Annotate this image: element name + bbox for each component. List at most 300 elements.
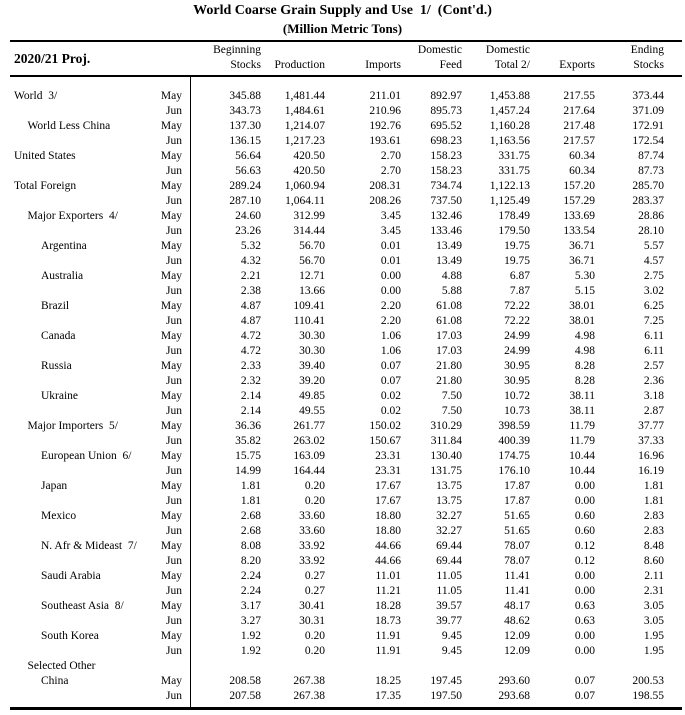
value-cell: 1,481.44: [284, 90, 325, 102]
value-cell: 56.70: [299, 255, 325, 267]
value-cell: 87.74: [638, 150, 664, 162]
value-cell: 0.20: [304, 630, 325, 642]
table-row: [10, 314, 682, 329]
value-cell: 0.63: [574, 600, 595, 612]
value-cell: 2.68: [240, 510, 261, 522]
value-cell: 17.03: [436, 345, 462, 357]
column-header-domestic-feed: [401, 42, 462, 75]
month-cell: May: [160, 450, 182, 462]
value-cell: 6.11: [644, 345, 664, 357]
row-label: United States: [14, 150, 76, 162]
value-cell: 734.74: [430, 180, 462, 192]
column-header-production: [261, 42, 325, 75]
month-cell: May: [160, 180, 182, 192]
value-cell: 0.27: [304, 585, 325, 597]
table-row: [10, 119, 682, 134]
header-line2: Stocks: [633, 59, 664, 71]
table-row: [10, 599, 682, 614]
value-cell: 38.01: [569, 300, 595, 312]
value-cell: 38.11: [569, 390, 595, 402]
value-cell: 2.14: [240, 405, 261, 417]
value-cell: 109.41: [293, 300, 325, 312]
value-cell: 6.25: [643, 300, 664, 312]
value-cell: 310.29: [430, 420, 462, 432]
value-cell: 3.05: [643, 615, 664, 627]
table-row: [10, 614, 682, 629]
value-cell: 4.87: [240, 300, 261, 312]
table-row: [10, 284, 682, 299]
month-cell: Jun: [166, 195, 182, 207]
value-cell: 137.30: [229, 120, 261, 132]
month-cell: Jun: [166, 165, 182, 177]
value-cell: 11.41: [504, 585, 530, 597]
value-cell: 8.08: [240, 540, 261, 552]
value-cell: 72.22: [504, 315, 530, 327]
value-cell: 38.01: [569, 315, 595, 327]
value-cell: 2.21: [240, 270, 261, 282]
table-row: [10, 569, 682, 584]
value-cell: 19.75: [504, 255, 530, 267]
value-cell: 5.32: [240, 240, 261, 252]
month-cell: May: [160, 600, 182, 612]
value-cell: 5.15: [574, 285, 595, 297]
value-cell: 0.01: [380, 240, 401, 252]
value-cell: 24.60: [235, 210, 261, 222]
value-cell: 6.11: [644, 330, 664, 342]
value-cell: 267.38: [293, 675, 325, 687]
month-cell: May: [160, 270, 182, 282]
value-cell: 131.75: [430, 465, 462, 477]
month-cell: May: [160, 675, 182, 687]
value-cell: 30.30: [299, 330, 325, 342]
value-cell: 174.75: [498, 450, 530, 462]
value-cell: 698.23: [430, 135, 462, 147]
value-cell: 695.52: [430, 120, 462, 132]
value-cell: 293.68: [498, 690, 530, 702]
header-line2: Stocks: [230, 59, 261, 71]
value-cell: 1,163.56: [489, 135, 530, 147]
value-cell: 33.60: [299, 510, 325, 522]
value-cell: 12.09: [504, 645, 530, 657]
month-cell: May: [160, 120, 182, 132]
value-cell: 133.54: [563, 225, 595, 237]
value-cell: 17.03: [436, 330, 462, 342]
value-cell: 10.73: [504, 405, 530, 417]
value-cell: 0.02: [380, 390, 401, 402]
value-cell: 207.58: [229, 690, 261, 702]
value-cell: 0.20: [304, 480, 325, 492]
value-cell: 133.46: [430, 225, 462, 237]
month-cell: Jun: [166, 525, 182, 537]
value-cell: 2.20: [380, 300, 401, 312]
value-cell: 8.60: [643, 555, 664, 567]
report-subtitle: (Million Metric Tons): [282, 21, 403, 36]
value-cell: 2.14: [240, 390, 261, 402]
value-cell: 2.32: [240, 375, 261, 387]
value-cell: 18.80: [375, 510, 401, 522]
value-cell: 0.00: [574, 495, 595, 507]
value-cell: 0.60: [574, 510, 595, 522]
value-cell: 24.99: [504, 345, 530, 357]
table-row: [10, 254, 682, 269]
value-cell: 44.66: [375, 540, 401, 552]
month-cell: May: [160, 570, 182, 582]
value-cell: 14.99: [235, 465, 261, 477]
header-line2: Total 2/: [494, 59, 530, 71]
value-cell: 0.07: [574, 690, 595, 702]
value-cell: 4.72: [240, 345, 261, 357]
value-cell: 30.95: [504, 360, 530, 372]
table-row: [10, 89, 682, 104]
row-label: Major Importers 5/: [27, 420, 118, 432]
row-label: Selected Other: [27, 660, 96, 672]
value-cell: 17.87: [504, 495, 530, 507]
value-cell: 16.96: [638, 450, 664, 462]
header-line2: Feed: [439, 59, 462, 71]
value-cell: 18.73: [375, 615, 401, 627]
table-row: [10, 629, 682, 644]
value-cell: 4.88: [441, 270, 462, 282]
value-cell: 311.84: [430, 435, 462, 447]
table-row: [10, 494, 682, 509]
value-cell: 1,125.49: [489, 195, 530, 207]
row-label: European Union 6/: [41, 450, 132, 462]
value-cell: 3.05: [643, 600, 664, 612]
value-cell: 130.40: [430, 450, 462, 462]
value-cell: 1.95: [643, 630, 664, 642]
month-cell: May: [160, 330, 182, 342]
month-cell: Jun: [166, 405, 182, 417]
value-cell: 3.45: [380, 225, 401, 237]
value-cell: 0.63: [574, 615, 595, 627]
value-cell: 1,457.24: [489, 105, 530, 117]
value-cell: 208.58: [229, 675, 261, 687]
value-cell: 36.71: [569, 255, 595, 267]
value-cell: 197.50: [430, 690, 462, 702]
month-cell: Jun: [166, 690, 182, 702]
value-cell: 2.31: [643, 585, 664, 597]
value-cell: 17.87: [504, 480, 530, 492]
value-cell: 7.50: [441, 390, 462, 402]
month-cell: Jun: [166, 285, 182, 297]
value-cell: 208.26: [369, 195, 401, 207]
table-row: [10, 224, 682, 239]
value-cell: 7.87: [509, 285, 530, 297]
table-body: [10, 77, 682, 707]
row-label: Russia: [41, 360, 72, 372]
value-cell: 261.77: [293, 420, 325, 432]
value-cell: 7.25: [643, 315, 664, 327]
value-cell: 0.07: [574, 675, 595, 687]
value-cell: 39.77: [436, 615, 462, 627]
month-cell: Jun: [166, 105, 182, 117]
value-cell: 37.33: [638, 435, 664, 447]
value-cell: 3.17: [240, 600, 261, 612]
value-cell: 8.20: [240, 555, 261, 567]
value-cell: 0.00: [574, 585, 595, 597]
table-row: [10, 659, 682, 674]
table-row: [10, 464, 682, 479]
value-cell: 1,484.61: [284, 105, 325, 117]
value-cell: 157.29: [563, 195, 595, 207]
value-cell: 35.82: [235, 435, 261, 447]
row-label: Ukraine: [41, 390, 79, 402]
month-cell: Jun: [166, 255, 182, 267]
value-cell: 4.32: [240, 255, 261, 267]
value-cell: 60.34: [569, 150, 595, 162]
value-cell: 263.02: [293, 435, 325, 447]
value-cell: 343.73: [229, 105, 261, 117]
value-cell: 373.44: [632, 90, 664, 102]
value-cell: 10.72: [504, 390, 530, 402]
value-cell: 737.50: [430, 195, 462, 207]
table-row: [10, 644, 682, 659]
value-cell: 78.07: [504, 555, 530, 567]
header-line1: Beginning: [213, 44, 261, 56]
value-cell: 0.60: [574, 525, 595, 537]
table-row: [10, 344, 682, 359]
report-title: World Coarse Grain Supply and Use 1/ (Cont'd.): [193, 3, 492, 18]
month-cell: May: [160, 420, 182, 432]
table-row: [10, 179, 682, 194]
table-row: [10, 164, 682, 179]
value-cell: 28.10: [638, 225, 664, 237]
table-row: [10, 689, 682, 704]
column-divider: [190, 77, 191, 707]
value-cell: 4.72: [240, 330, 261, 342]
value-cell: 1,453.88: [489, 90, 530, 102]
table-header-row: [10, 42, 682, 77]
row-label: Australia: [41, 270, 84, 282]
value-cell: 17.67: [375, 480, 401, 492]
value-cell: 0.00: [574, 570, 595, 582]
value-cell: 0.00: [574, 630, 595, 642]
value-cell: 39.40: [299, 360, 325, 372]
value-cell: 267.38: [293, 690, 325, 702]
value-cell: 30.30: [299, 345, 325, 357]
row-label: Major Exporters 4/: [27, 210, 118, 222]
value-cell: 2.75: [643, 270, 664, 282]
value-cell: 12.09: [504, 630, 530, 642]
value-cell: 11.91: [375, 630, 401, 642]
value-cell: 163.09: [293, 450, 325, 462]
value-cell: 895.73: [430, 105, 462, 117]
value-cell: 312.99: [293, 210, 325, 222]
row-label: Argentina: [41, 240, 87, 252]
value-cell: 197.45: [430, 675, 462, 687]
value-cell: 32.27: [436, 510, 462, 522]
value-cell: 2.57: [643, 360, 664, 372]
row-label: Brazil: [41, 300, 70, 312]
value-cell: 32.27: [436, 525, 462, 537]
table-row: [10, 524, 682, 539]
value-cell: 39.57: [436, 600, 462, 612]
value-cell: 8.48: [643, 540, 664, 552]
supply-use-table: [10, 40, 682, 710]
value-cell: 11.01: [375, 570, 401, 582]
value-cell: 0.07: [380, 360, 401, 372]
value-cell: 11.05: [436, 570, 462, 582]
value-cell: 398.59: [498, 420, 530, 432]
value-cell: 420.50: [293, 150, 325, 162]
value-cell: 15.75: [235, 450, 261, 462]
value-cell: 178.49: [498, 210, 530, 222]
value-cell: 11.41: [504, 570, 530, 582]
value-cell: 5.30: [574, 270, 595, 282]
value-cell: 60.34: [569, 165, 595, 177]
column-header-exports: [530, 42, 595, 75]
value-cell: 0.12: [574, 555, 595, 567]
row-label: World Less China: [27, 120, 111, 132]
month-cell: May: [160, 390, 182, 402]
value-cell: 133.69: [563, 210, 595, 222]
value-cell: 37.77: [638, 420, 664, 432]
value-cell: 13.66: [299, 285, 325, 297]
value-cell: 172.91: [632, 120, 664, 132]
month-cell: Jun: [166, 315, 182, 327]
value-cell: 0.02: [380, 405, 401, 417]
value-cell: 287.10: [229, 195, 261, 207]
value-cell: 0.01: [380, 255, 401, 267]
table-row: [10, 209, 682, 224]
value-cell: 331.75: [498, 165, 530, 177]
value-cell: 38.11: [569, 405, 595, 417]
value-cell: 24.99: [504, 330, 530, 342]
value-cell: 1.81: [240, 495, 261, 507]
value-cell: 331.75: [498, 150, 530, 162]
value-cell: 0.27: [304, 570, 325, 582]
value-cell: 179.50: [498, 225, 530, 237]
month-cell: May: [160, 360, 182, 372]
value-cell: 198.55: [632, 690, 664, 702]
value-cell: 1,122.13: [489, 180, 530, 192]
month-cell: Jun: [166, 585, 182, 597]
value-cell: 69.44: [436, 540, 462, 552]
value-cell: 49.55: [299, 405, 325, 417]
month-cell: Jun: [166, 375, 182, 387]
value-cell: 61.08: [436, 300, 462, 312]
value-cell: 4.87: [240, 315, 261, 327]
table-row: [10, 104, 682, 119]
table-row: [10, 329, 682, 344]
value-cell: 8.28: [574, 375, 595, 387]
column-header-beginning-stocks: [190, 42, 261, 75]
value-cell: 400.39: [498, 435, 530, 447]
table-row: [10, 539, 682, 554]
month-cell: May: [160, 240, 182, 252]
value-cell: 2.83: [643, 510, 664, 522]
month-cell: Jun: [166, 345, 182, 357]
value-cell: 371.09: [632, 105, 664, 117]
value-cell: 36.36: [235, 420, 261, 432]
value-cell: 33.60: [299, 525, 325, 537]
value-cell: 193.61: [369, 135, 401, 147]
value-cell: 78.07: [504, 540, 530, 552]
value-cell: 2.83: [643, 525, 664, 537]
row-label: Total Foreign: [14, 180, 77, 192]
row-label: Saudi Arabia: [41, 570, 101, 582]
value-cell: 1.92: [240, 645, 261, 657]
value-cell: 17.67: [375, 495, 401, 507]
value-cell: 10.44: [569, 450, 595, 462]
value-cell: 72.22: [504, 300, 530, 312]
value-cell: 1.06: [380, 345, 401, 357]
value-cell: 3.18: [643, 390, 664, 402]
value-cell: 9.45: [441, 630, 462, 642]
value-cell: 1,060.94: [284, 180, 325, 192]
table-row: [10, 299, 682, 314]
value-cell: 30.31: [299, 615, 325, 627]
value-cell: 289.24: [229, 180, 261, 192]
value-cell: 23.31: [375, 450, 401, 462]
value-cell: 28.86: [638, 210, 664, 222]
header-line1: [325, 44, 401, 57]
header-line1: Domestic: [417, 44, 462, 56]
row-label: China: [41, 675, 69, 687]
value-cell: 0.12: [574, 540, 595, 552]
month-cell: May: [160, 510, 182, 522]
value-cell: 345.88: [229, 90, 261, 102]
month-cell: May: [160, 630, 182, 642]
value-cell: 5.88: [441, 285, 462, 297]
table-row: [10, 434, 682, 449]
value-cell: 1.81: [643, 480, 664, 492]
table-row: [10, 419, 682, 434]
header-line1: Ending: [630, 44, 664, 56]
value-cell: 200.53: [632, 675, 664, 687]
value-cell: 1.81: [240, 480, 261, 492]
table-row: [10, 134, 682, 149]
row-label: Canada: [41, 330, 76, 342]
row-label: Southeast Asia 8/: [41, 600, 124, 612]
table-row: [10, 449, 682, 464]
value-cell: 11.79: [569, 435, 595, 447]
value-cell: 217.64: [563, 105, 595, 117]
month-cell: May: [160, 210, 182, 222]
value-cell: 36.71: [569, 240, 595, 252]
value-cell: 1,217.23: [284, 135, 325, 147]
value-cell: 3.27: [240, 615, 261, 627]
value-cell: 87.73: [638, 165, 664, 177]
column-header-ending-stocks: [595, 42, 682, 75]
month-cell: May: [160, 150, 182, 162]
table-row: [10, 239, 682, 254]
value-cell: 51.65: [504, 510, 530, 522]
value-cell: 69.44: [436, 555, 462, 567]
month-cell: May: [160, 90, 182, 102]
value-cell: 18.28: [375, 600, 401, 612]
header-line1: [530, 44, 595, 57]
value-cell: 157.20: [563, 180, 595, 192]
value-cell: 56.64: [235, 150, 261, 162]
value-cell: 283.37: [632, 195, 664, 207]
value-cell: 110.41: [293, 315, 325, 327]
table-row: [10, 479, 682, 494]
value-cell: 13.49: [436, 255, 462, 267]
value-cell: 13.75: [436, 495, 462, 507]
value-cell: 1.92: [240, 630, 261, 642]
header-line2: Imports: [365, 59, 401, 71]
month-cell: May: [160, 300, 182, 312]
row-label: South Korea: [41, 630, 99, 642]
value-cell: 172.54: [632, 135, 664, 147]
value-cell: 217.55: [563, 90, 595, 102]
value-cell: 2.68: [240, 525, 261, 537]
month-cell: Jun: [166, 435, 182, 447]
value-cell: 1.95: [643, 645, 664, 657]
value-cell: 208.31: [369, 180, 401, 192]
month-cell: Jun: [166, 135, 182, 147]
